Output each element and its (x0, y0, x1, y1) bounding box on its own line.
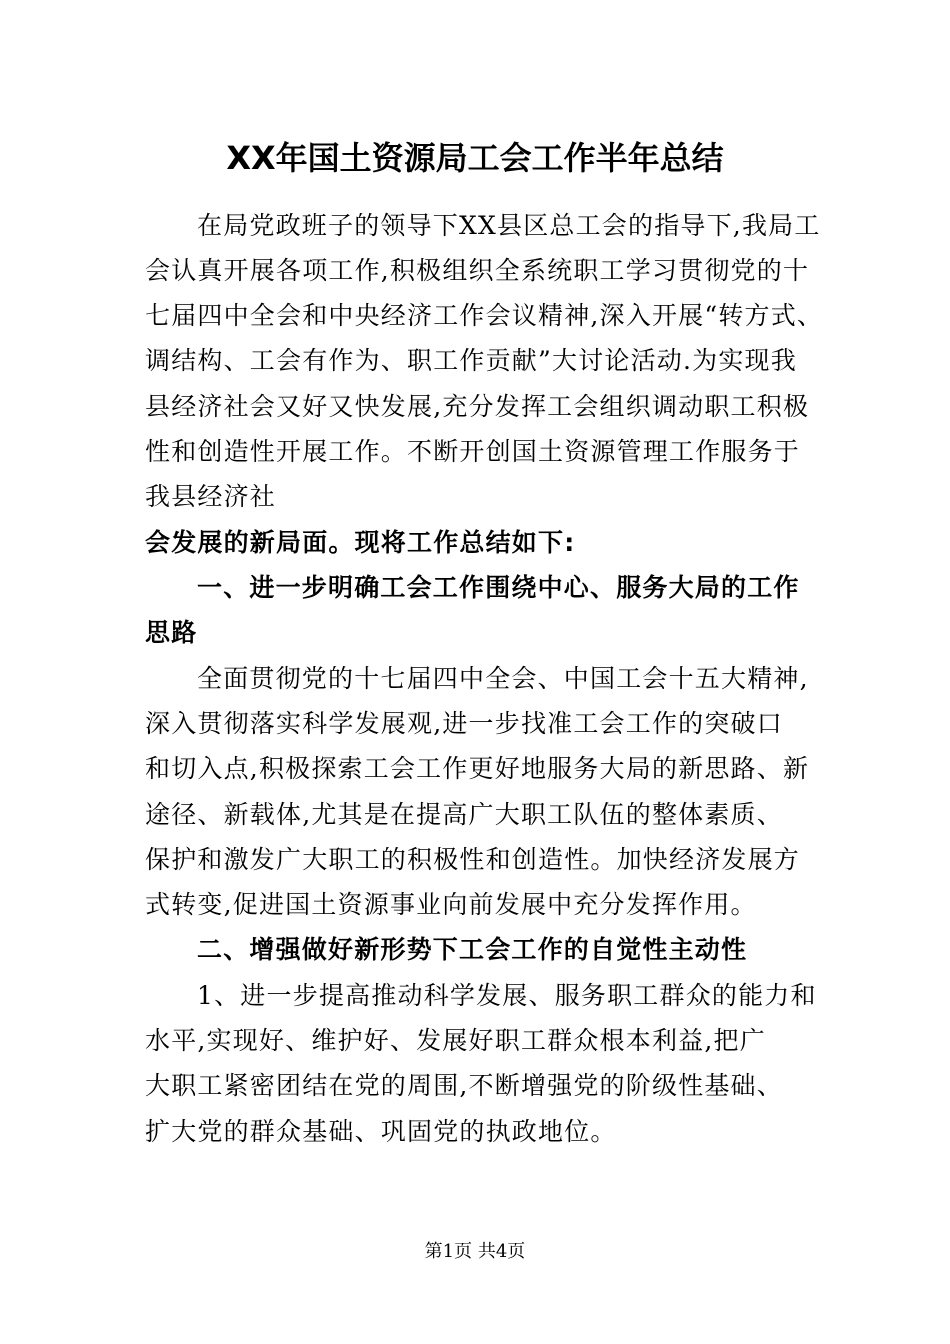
paragraph-line: 调结构、工会有作为、职工作贡献”大讨论活动.为实现我 (145, 346, 797, 375)
section-heading: 一、进一步明确工会工作围绕中心、服务大局的工作 (197, 573, 800, 602)
paragraph-line: 我县经济社 (145, 482, 277, 511)
paragraph-line: 在局党政班子的领导下XX县区总工会的指导下,我局工 (197, 211, 821, 240)
page-number-footer: 第1页 共4页 (424, 1241, 526, 1262)
paragraph-line: 保护和激发广大职工的积极性和创造性。加快经济发展方 (145, 845, 801, 874)
paragraph-line: 1、进一步提高推动科学发展、服务职工群众的能力和 (197, 981, 817, 1010)
paragraph-line: 和切入点,积极探索工会工作更好地服务大局的新思路、新 (145, 754, 810, 783)
paragraph-line: 七届四中全会和中央经济工作会议精神,深入开展“转方式、 (145, 301, 824, 330)
paragraph-line: 性和创造性开展工作。不断开创国土资源管理工作服务于 (145, 437, 801, 466)
paragraph-line: 水平,实现好、维护好、发展好职工群众根本利益,把广 (145, 1026, 766, 1055)
paragraph-line: 扩大党的群众基础、巩固党的执政地位。 (145, 1117, 617, 1146)
paragraph-line: 式转变,促进国土资源事业向前发展中充分发挥作用。 (145, 890, 757, 919)
paragraph-line: 会认真开展各项工作,积极组织全系统职工学习贯彻党的十 (145, 256, 810, 285)
section-heading: 二、增强做好新形势下工会工作的自觉性主动性 (197, 935, 748, 964)
section-heading: 思路 (145, 618, 198, 647)
paragraph-line: 县经济社会又好又快发展,充分发挥工会组织调动职工积极 (145, 392, 810, 421)
document-title: XX年国土资源局工会工作半年总结 (226, 139, 724, 177)
paragraph-line: 全面贯彻党的十七届四中全会、中国工会十五大精神, (197, 664, 809, 693)
paragraph-line: 途径、新载体,尤其是在提高广大职工队伍的整体素质、 (145, 800, 783, 829)
paragraph-line: 大职工紧密团结在党的周围,不断增强党的阶级性基础、 (145, 1071, 783, 1100)
paragraph-line: 深入贯彻落实科学发展观,进一步找准工会工作的突破口 (145, 709, 783, 738)
paragraph-line: 会发展的新局面。现将工作总结如下: (145, 528, 576, 557)
